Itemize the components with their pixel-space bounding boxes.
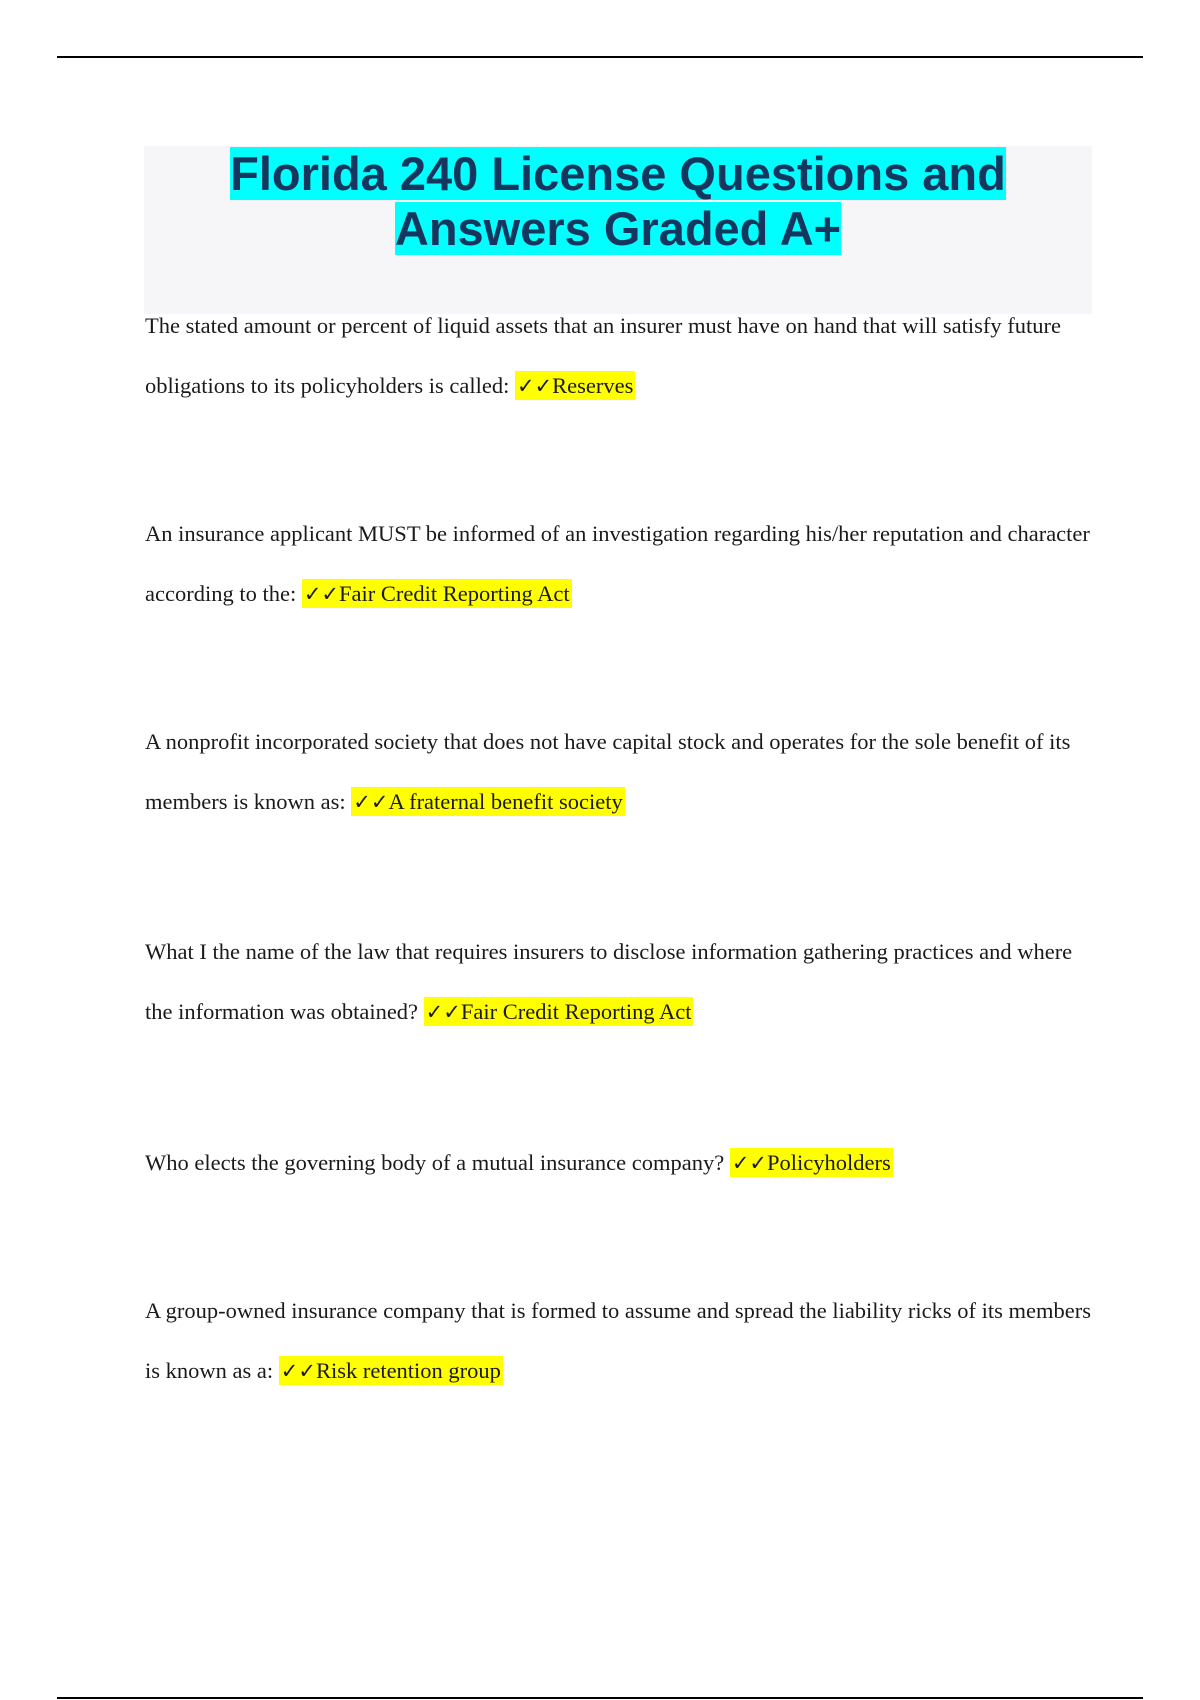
question-text: An insurance applicant MUST be informed of an investigation regarding his/her reputation and character according to the: [145, 521, 1090, 606]
title-box [144, 146, 1092, 314]
question-text: The stated amount or percent of liquid assets that an insurer must have on hand that will satisfy future obligations to its policyholders is called: [145, 313, 1062, 398]
answer-text: Policyholders [767, 1150, 891, 1175]
double-check-icon: ✓✓ [516, 374, 553, 398]
double-check-icon: ✓✓ [353, 790, 389, 814]
answer-highlight [515, 371, 635, 400]
qa-item [145, 922, 1095, 1042]
question-text: A group-owned insurance company that is formed to assume and spread the liability ricks of its members is known as a: [145, 1298, 1092, 1383]
qa-item [145, 296, 1095, 416]
question-text: What I the name of the law that requires insurers to disclose information gathering practices and where the information was obtained? [145, 939, 1073, 1024]
qa-item [145, 712, 1095, 832]
answer-highlight [279, 1356, 503, 1385]
footer-rule [57, 1697, 1143, 1699]
title-line-2: Answers Graded A+ [394, 202, 842, 255]
header-rule [57, 56, 1143, 58]
qa-item [145, 1133, 1095, 1193]
answer-highlight [302, 579, 572, 608]
double-check-icon: ✓✓ [303, 582, 340, 606]
double-check-icon: ✓✓ [731, 1151, 768, 1175]
answer-text: A fraternal benefit society [388, 789, 623, 814]
title-line-1: Florida 240 License Questions and [230, 147, 1006, 200]
answer-text: Fair Credit Reporting Act [460, 999, 692, 1024]
double-check-icon: ✓✓ [425, 1000, 461, 1024]
qa-item [145, 504, 1095, 624]
answer-highlight [730, 1148, 893, 1177]
double-check-icon: ✓✓ [280, 1359, 316, 1383]
answer-highlight [424, 997, 694, 1026]
answer-text: Fair Credit Reporting Act [339, 581, 570, 606]
question-text: Who elects the governing body of a mutual insurance company? [145, 1150, 725, 1175]
answer-highlight [351, 787, 624, 816]
question-text: A nonprofit incorporated society that does not have capital stock and operates for the sole benefit of its members is known as: [145, 729, 1071, 814]
answer-text: Risk retention group [315, 1358, 501, 1383]
qa-item [145, 1281, 1095, 1401]
document-title [144, 146, 1092, 256]
answer-text: Reserves [552, 373, 634, 398]
